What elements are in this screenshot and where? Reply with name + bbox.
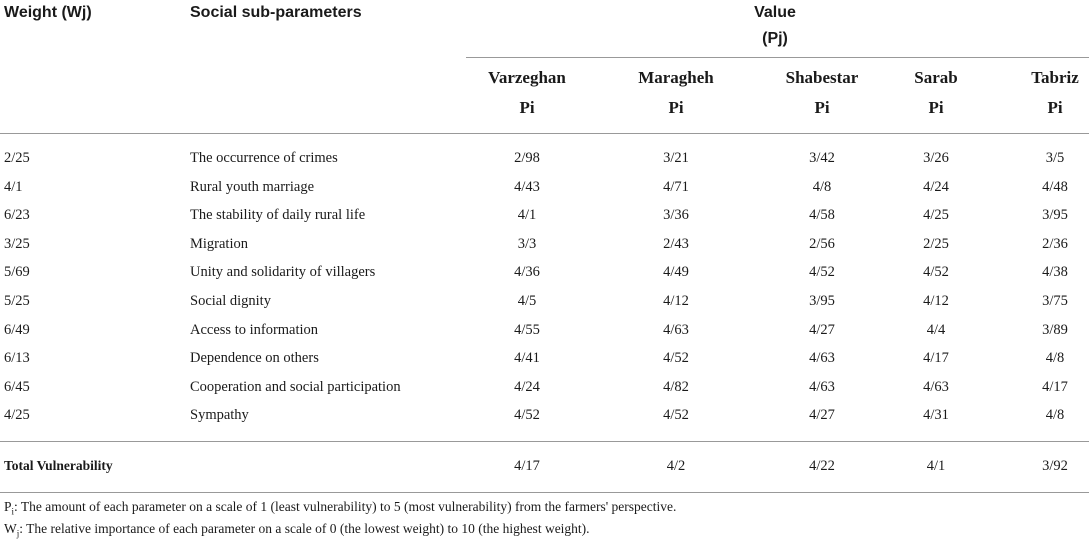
weight-cell: 6/13: [4, 350, 30, 367]
total-value-cell: 4/1: [926, 458, 946, 474]
value-cell: 4/12: [663, 293, 689, 309]
value-cell: 2/56: [809, 235, 835, 252]
weight-cell: 4/25: [4, 407, 30, 424]
region-name-header: Sarab: [914, 68, 958, 87]
pi-symbol: P: [4, 499, 12, 514]
value-cell: 4/52: [809, 264, 835, 281]
value-cell: 3/21: [663, 150, 689, 166]
value-cell: 4/52: [923, 264, 949, 281]
value-cell: 4/41: [514, 350, 540, 367]
value-cell: 3/75: [1042, 293, 1068, 309]
value-cell: 4/24: [923, 178, 949, 195]
weight-cell: 6/49: [4, 321, 30, 338]
value-cell: 4/17: [1042, 378, 1068, 395]
value-cell: 3/89: [1042, 321, 1068, 338]
value-cell: 3/36: [663, 207, 689, 224]
wj-note-text: : The relative importance of each parameter on a scale of 0 (the lowest weight) to 10 (the highest weight).: [19, 521, 590, 536]
param-cell: Cooperation and social participation: [190, 378, 401, 395]
value-header: Value: [754, 4, 796, 21]
value-cell: 2/43: [663, 235, 689, 252]
value-cell: 2/98: [514, 150, 540, 166]
weight-cell: 6/45: [4, 378, 30, 395]
weight-header: Weight (Wj): [4, 4, 92, 21]
total-rule: [0, 441, 1089, 442]
value-cell: 2/36: [1042, 235, 1068, 252]
value-cell: 4/8: [812, 178, 832, 195]
value-cell: 4/1: [517, 207, 537, 224]
region-unit-header: Pi: [519, 98, 535, 117]
param-cell: The occurrence of crimes: [190, 150, 338, 166]
value-cell: 4/12: [923, 293, 949, 309]
value-cell: 4/36: [514, 264, 540, 281]
weight-cell: 6/23: [4, 207, 30, 224]
value-cell: 4/49: [663, 264, 689, 281]
param-header: Social sub-parameters: [190, 4, 362, 21]
value-cell: 4/63: [809, 350, 835, 367]
param-cell: Unity and solidarity of villagers: [190, 264, 376, 281]
value-cell: 4/63: [809, 378, 835, 395]
weight-cell: 5/25: [4, 293, 30, 309]
total-value-cell: 3/92: [1042, 458, 1068, 474]
wj-footnote: [4, 521, 590, 539]
value-cell: 4/58: [809, 207, 835, 224]
total-value-cell: 4/2: [666, 458, 686, 474]
value-cell: 4/17: [923, 350, 949, 367]
value-cell: 4/27: [809, 407, 835, 424]
region-unit-header: Pi: [1047, 98, 1063, 117]
value-cell: 4/63: [663, 321, 689, 338]
param-cell: Sympathy: [190, 407, 249, 424]
weight-cell: 4/1: [4, 178, 23, 195]
param-cell: Access to information: [190, 321, 319, 338]
value-cell: 4/52: [663, 407, 689, 424]
total-value-cell: 4/22: [809, 458, 835, 474]
region-name-header: Shabestar: [785, 68, 859, 87]
region-unit-header: Pi: [928, 98, 944, 117]
value-cell: 4/24: [514, 378, 540, 395]
value-cell: 4/55: [514, 321, 540, 338]
param-cell: Migration: [190, 235, 248, 252]
param-cell: Dependence on others: [190, 350, 319, 367]
value-cell: 4/25: [923, 207, 949, 224]
param-cell: Social dignity: [190, 293, 271, 309]
value-cell: 4/27: [809, 321, 835, 338]
value-cell: 4/52: [514, 407, 540, 424]
value-cell: 4/5: [517, 293, 537, 309]
value-cell: 3/3: [517, 235, 537, 252]
value-cell: 4/38: [1042, 264, 1068, 281]
total-label: Total Vulnerability: [4, 458, 113, 473]
weight-cell: 2/25: [4, 150, 30, 166]
region-unit-header: Pi: [668, 98, 684, 117]
header-divider: [466, 57, 1089, 58]
value-cell: 4/8: [1045, 407, 1065, 424]
value-cell: 4/31: [923, 407, 949, 424]
param-cell: Rural youth marriage: [190, 178, 315, 195]
value-cell: 4/71: [663, 178, 689, 195]
value-cell: 3/95: [809, 293, 835, 309]
value-cell: 4/63: [923, 378, 949, 395]
value-cell: 4/8: [1045, 350, 1065, 367]
pi-footnote: [4, 499, 676, 517]
value-cell: 2/25: [923, 235, 949, 252]
region-name-header: Tabriz: [1031, 68, 1079, 87]
header-rule: [0, 133, 1089, 134]
value-cell: 3/26: [923, 150, 949, 166]
footer-rule: [0, 492, 1089, 493]
region-name-header: Maragheh: [638, 68, 714, 87]
weight-cell: 5/69: [4, 264, 30, 281]
region-unit-header: Pi: [814, 98, 830, 117]
wj-subscript: j: [16, 528, 20, 539]
wj-symbol: W: [4, 521, 17, 536]
value-cell: 4/4: [926, 321, 946, 338]
value-cell: 4/43: [514, 178, 540, 195]
param-cell: The stability of daily rural life: [190, 207, 366, 224]
weight-cell: 3/25: [4, 235, 30, 252]
value-cell: 4/48: [1042, 178, 1068, 195]
total-value-cell: 4/17: [514, 458, 540, 474]
value-cell: 3/95: [1042, 207, 1068, 224]
value-cell: 4/82: [663, 378, 689, 395]
region-name-header: Varzeghan: [488, 68, 566, 87]
value-cell: 3/42: [809, 150, 835, 166]
value-cell: 4/52: [663, 350, 689, 367]
value-subheader: (Pj): [762, 30, 788, 47]
pi-subscript: i: [11, 506, 15, 517]
value-cell: 3/5: [1045, 150, 1065, 166]
pi-note-text: : The amount of each parameter on a scale of 1 (least vulnerability) to 5 (most vulnerability) from the farmers' perspective.: [14, 499, 677, 514]
